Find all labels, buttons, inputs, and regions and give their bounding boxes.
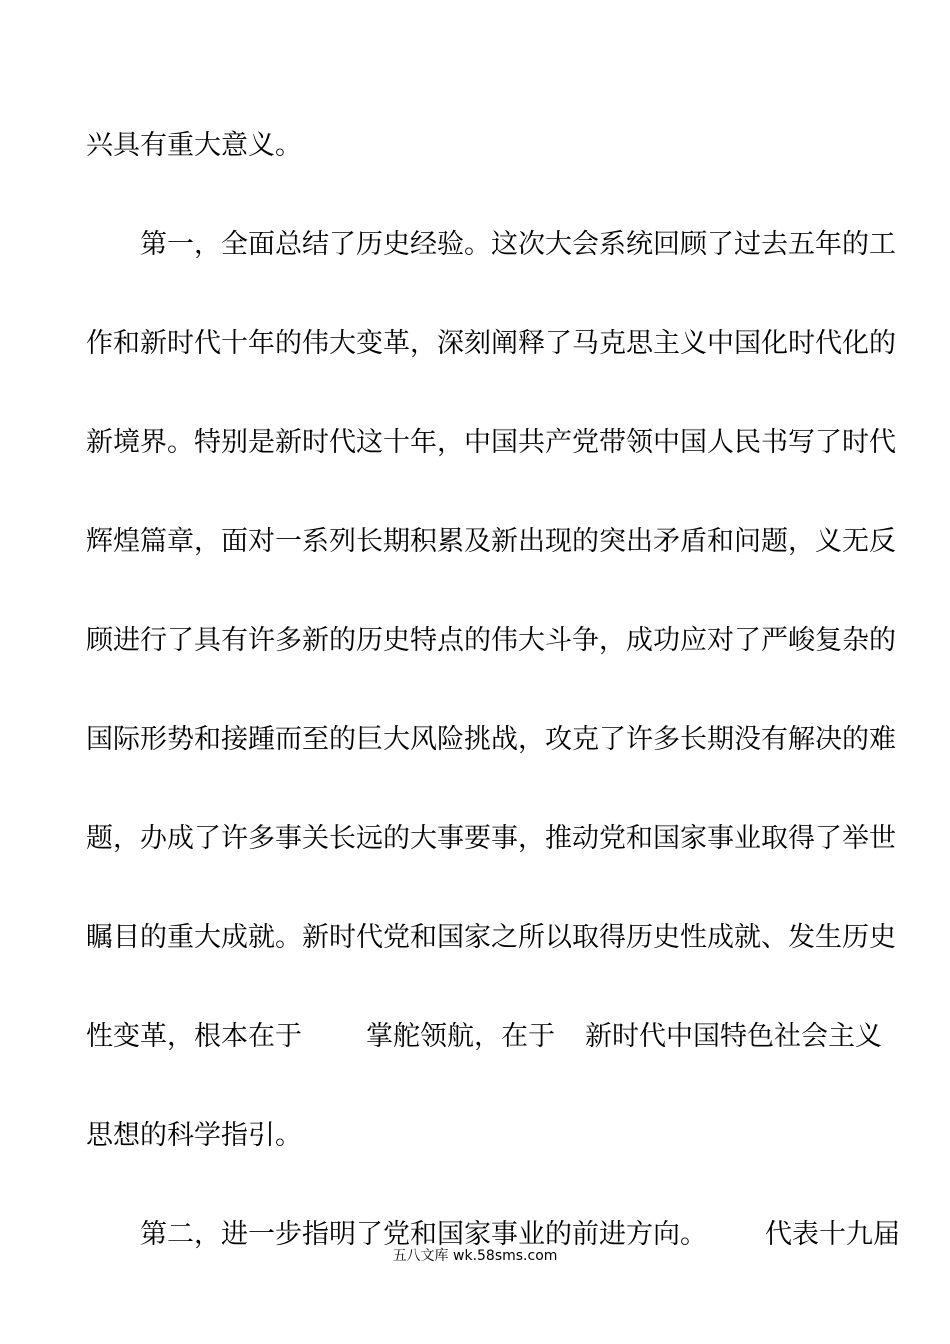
text-segment: 性变革，根本在于	[86, 1021, 302, 1052]
text-line: 辉煌篇章，面对一系列长期积累及新出现的突出矛盾和问题，义无反	[86, 526, 896, 557]
footer-watermark: 五八文库 wk.58sms.com	[392, 1248, 558, 1264]
document-body	[86, 118, 900, 1306]
text-line: 思想的科学指引。	[86, 1120, 302, 1151]
text-line	[86, 1009, 882, 1108]
text-segment: 掌舵领航，在于	[366, 1021, 555, 1052]
text-line: 瞩目的重大成就。新时代党和国家之所以取得历史性成就、发生历史	[86, 922, 896, 953]
text-line: 题，办成了许多事关长远的大事要事，推动党和国家事业取得了举世	[86, 823, 896, 854]
text-segment: 新时代中国特色社会主义	[585, 1021, 882, 1052]
text-segment: 代表十九届	[765, 1219, 900, 1250]
text-line: 新境界。特别是新时代这十年，中国共产党带领中国人民书写了时代	[86, 427, 896, 458]
text-line: 第一，全面总结了历史经验。这次大会系统回顾了过去五年的工	[86, 229, 896, 260]
text-line: 兴具有重大意义。	[86, 130, 302, 161]
text-line: 国际形势和接踵而至的巨大风险挑战，攻克了许多长期没有解决的难	[86, 724, 896, 755]
text-line: 顾进行了具有许多新的历史特点的伟大斗争，成功应对了严峻复杂的	[86, 625, 896, 656]
text-line: 作和新时代十年的伟大变革，深刻阐释了马克思主义中国化时代化的	[86, 328, 896, 359]
text-segment: 第二，进一步指明了党和国家事业的前进方向。	[86, 1219, 707, 1250]
